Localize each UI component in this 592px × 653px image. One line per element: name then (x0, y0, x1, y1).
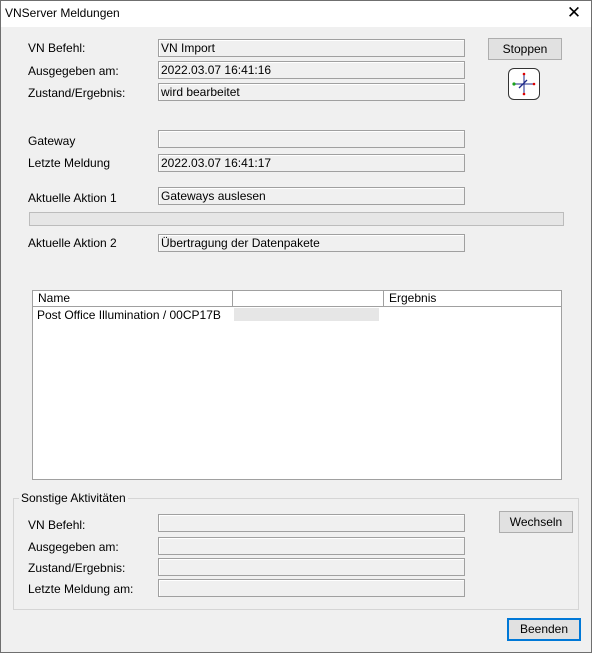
other-vn-befehl-field (158, 514, 465, 532)
progress-bar (29, 212, 564, 226)
aktion1-field: Gateways auslesen (158, 187, 465, 205)
vn-befehl-label: VN Befehl: (28, 41, 86, 55)
other-ausgegeben-label: Ausgegeben am: (28, 540, 119, 554)
other-ausgegeben-field (158, 537, 465, 555)
vn-befehl-field: VN Import (158, 39, 465, 57)
row-progress (234, 308, 379, 321)
column-header-progress[interactable] (233, 291, 384, 307)
stop-button[interactable]: Stoppen (488, 38, 562, 60)
zustand-field: wird bearbeitet (158, 83, 465, 101)
letzte-meldung-field: 2022.03.07 16:41:17 (158, 154, 465, 172)
row-name: Post Office Illumination / 00CP17B (37, 308, 221, 322)
aktion1-label: Aktuelle Aktion 1 (28, 191, 117, 205)
switch-button[interactable]: Wechseln (499, 511, 573, 533)
column-header-ergebnis[interactable]: Ergebnis (384, 291, 561, 307)
other-zustand-label: Zustand/Ergebnis: (28, 561, 126, 575)
other-zustand-field (158, 558, 465, 576)
crosshair-icon (508, 68, 540, 100)
end-button[interactable]: Beenden (507, 618, 581, 641)
close-icon[interactable]: ✕ (566, 3, 582, 22)
zustand-label: Zustand/Ergebnis: (28, 86, 126, 100)
gateway-list[interactable] (32, 290, 562, 480)
letzte-meldung-label: Letzte Meldung (28, 156, 111, 170)
column-header-name[interactable]: Name (33, 291, 233, 307)
other-vn-befehl-label: VN Befehl: (28, 518, 86, 532)
gateway-label: Gateway (28, 134, 76, 148)
title-bar (1, 1, 591, 27)
group-title: Sonstige Aktivitäten (21, 491, 126, 505)
aktion2-label: Aktuelle Aktion 2 (28, 236, 117, 250)
ausgegeben-field: 2022.03.07 16:41:16 (158, 61, 465, 79)
other-letzte-field (158, 579, 465, 597)
other-letzte-label: Letzte Meldung am: (28, 582, 134, 596)
window-title: VNServer Meldungen (5, 6, 120, 20)
gateway-field (158, 130, 465, 148)
ausgegeben-label: Ausgegeben am: (28, 64, 119, 78)
aktion2-field: Übertragung der Datenpakete (158, 234, 465, 252)
